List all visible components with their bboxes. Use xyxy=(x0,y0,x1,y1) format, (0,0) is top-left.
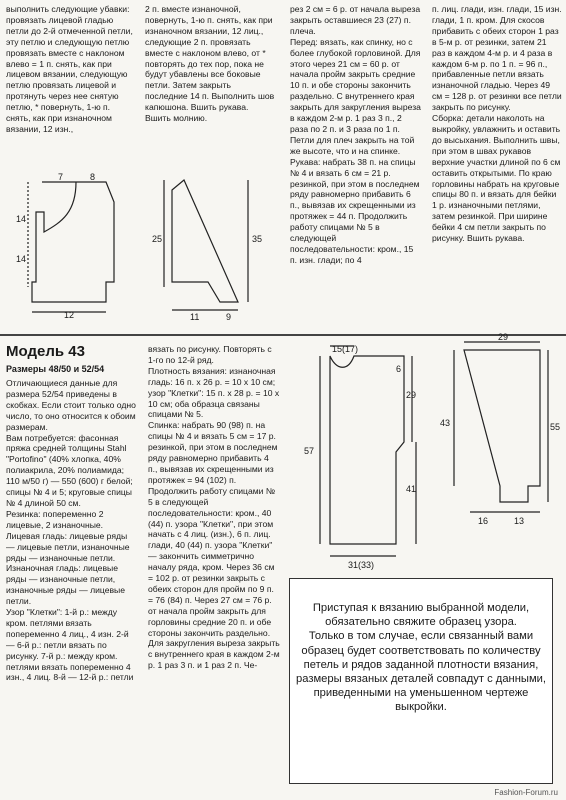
body-dim-right1: 6 xyxy=(396,364,402,374)
body-dim-right2: 29 xyxy=(406,390,417,400)
hood-dim-left2: 14 xyxy=(16,254,27,264)
hood-dim-top: 7 xyxy=(58,172,64,182)
body-dim-bottom: 31(33) xyxy=(348,560,375,570)
sleeve-dim-top: 29 xyxy=(498,332,509,342)
body-dim-right3: 41 xyxy=(406,484,417,494)
top-column-1: выполнить следующие убавки: провязать лицевой гладью петли до 2-й отмеченной петли, эту петлю и следующую петлю провязать вместе с наклоном влево = 1 п. снять, как при лицевом вязании, следующую петлю провязать лицевой и протянуть через нее снятую петлю, * повернуть, 1-ю п. снять, как при изнаночном вязании, 12 изн., xyxy=(6,4,133,134)
hood-dim-mid: 8 xyxy=(90,172,96,182)
top-column-3: рез 2 см = 6 р. от начала выреза закрыть оставшиеся 23 (27) п. плеча. Перед: вязать, как спинку, но с более глубокой горловиной. Для этого через 21 см = 60 р. от начала пройм закрыть средние 10 п. и обе стороны закончить раздельно. С внутреннего края закрыть для закругления выреза в каждом 2-м р. 1 раз 3 п., 2 раза по 2 п. и 3 раза по 1 п. Петли для плеч закрыть на той же высоте, что и на спинке. Рукава: набрать 38 п. на спицы № 4 и вязать 6 см = 21 р. резинкой, при этом в последнем ряду равномерно прибавить 6 п., вывязав их скрещенными из протяжек = 44 п. Продолжить работу спицами № 5 в следующей последовательности: кром., 15 п. изн. глади; по 4 xyxy=(290,4,421,265)
model-sizes: Размеры 48/50 и 52/54 xyxy=(6,364,105,374)
sleeve-diagram xyxy=(436,332,561,528)
sleeve-diagram-small xyxy=(148,172,263,322)
hood-dim-left1: 14 xyxy=(16,214,27,224)
body-dim-left: 57 xyxy=(304,446,315,456)
top-column-4: п. лиц. глади, изн. глади, 15 изн. глади, 1 п. кром. Для скосов прибавить с обеих сторон 1 раз в 5-м р. от резинки, затем 21 раз в каждом 4-м р. и 4 раза в каждом 6-м р. по 1 п. = 96 п., прибавленные петли вязать изнаночной гладью. Через 49 см = 128 р. от резинки все петли закрыть по рисунку. Сборка: детали наколоть на выкройку, увлажнить и оставить до высыхания. Выполнить швы, при этом в швах рукавов верхние участки длиной по 6 см оставить открытыми. По краю горловины набрать на круговые спицы 80 п. и вязать для бейки 1 р. изнаночными петлями, затем резинкой. При ширине бейки 4 см петли закрыть по рисунку. Вшить рукава. xyxy=(432,4,562,244)
body-diagram xyxy=(292,342,432,572)
sleeve-small-dim-left: 25 xyxy=(152,234,163,244)
sleeve-dim-bottom2: 13 xyxy=(514,516,525,526)
sleeve-dim-bottom1: 16 xyxy=(478,516,489,526)
sleeve-dim-left: 43 xyxy=(440,418,451,428)
mid-column-2: вязать по рисунку. Повторять с 1-го по 12-й ряд. Плотность вязания: изнаночная гладь: 16 п. х 26 р. = 10 х 10 см; узор "Клетки": 15 п. х 28 р. = 10 х 10 см; оба образца связаны спицами № 5. Спинка: набрать 90 (98) п. на спицы № 4 и вязать 5 см = 17 р. резинкой, при этом в последнем ряду равномерно прибавить 4 п., вывязав их скрещенными из протяжек = 94 (102) п. Продолжить работу спицами № 5 в следующей последовательности: кром., 40 (44) п. узора "Клетки", при этом начать с 4 лиц. (изн.), 6 п. лиц. глади, 40 (44) п. узора "Клетки" — закончить симметрично началу ряда, кром. Через 36 см = 102 р. от резинки закрыть с обеих сторон для пройм по 9 п. = 76 (84) п. Через 27 см = 76 р. от начала пройм закрыть для горловины средние 20 п. и обе стороны закончить раздельно. Для закругления выреза закрыть с внутреннего края в каждом 2-м р. 1 раз 3 п. и 1 раз 2 п. Че- xyxy=(148,344,280,671)
sleeve-small-dim-bottom: 11 xyxy=(190,312,200,322)
sleeve-dim-right: 55 xyxy=(550,422,561,432)
footer-watermark: Fashion-Forum.ru xyxy=(494,788,558,797)
body-dim-top: 15(17) xyxy=(332,344,359,354)
mid-column-1: Отличающиеся данные для размера 52/54 приведены в скобках. Если стоит только одно число, то оно относится к обоим размерам. Вам потребуется: фасонная пряжа средней толщины Stahl "Portofino" (40% хлопка, 40% полиакрила, 20% полиамида; 110 м/50 г) — 550 (600) г белой; спицы № 4 и 5; круговые спицы № 4 длиной 50 см. Резинка: попеременно 2 лицевые, 2 изнаночные. Лицевая гладь: лицевые ряды — лицевые петли, изнаночные ряды — изнаночные петли. Изнаночная гладь: лицевые ряды — изнаночные петли, изнаночные ряды — лицевые петли. Узор "Клетки": 1-й р.: между кром. петлями вязать попеременно 4 лиц., 4 изн. 2-й — 6-й р.: петли вязать по рисунку. 7-й р.: между кром. петлями вязать попеременно 4 изн., 4 лиц. 8-й — 12-й р.: петли xyxy=(6,378,136,683)
notice-box: Приступая к вязанию выбранной модели, обязательно свяжите образец узора. Только в том случае, если связанный вами образец будет соответствовать по количеству петель и рядов заданной плотности вязания, размеры вязаных деталей совпадут с данными, приведенными на уменьшенном чертеже выкройки. xyxy=(289,578,553,784)
sleeve-small-dim-bottom2: 9 xyxy=(226,312,232,322)
hood-dim-bottom: 12 xyxy=(64,310,75,320)
section-divider xyxy=(0,334,566,336)
top-column-2: 2 п. вместе изнаночной, повернуть, 1-ю п. снять, как при изнаночном вязании, 12 лиц., следующие 2 п. провязать вместе с наклоном влево, от * повторять до тех пор, пока не будут убавлены все боковые петли. Затем закрыть последние 14 п. Выполнить шов капюшона. Вшить рукава. Вшить молнию. xyxy=(145,4,275,124)
sleeve-small-dim-right: 35 xyxy=(252,234,263,244)
model-title: Модель 43 xyxy=(6,343,85,360)
hood-diagram xyxy=(6,172,136,322)
